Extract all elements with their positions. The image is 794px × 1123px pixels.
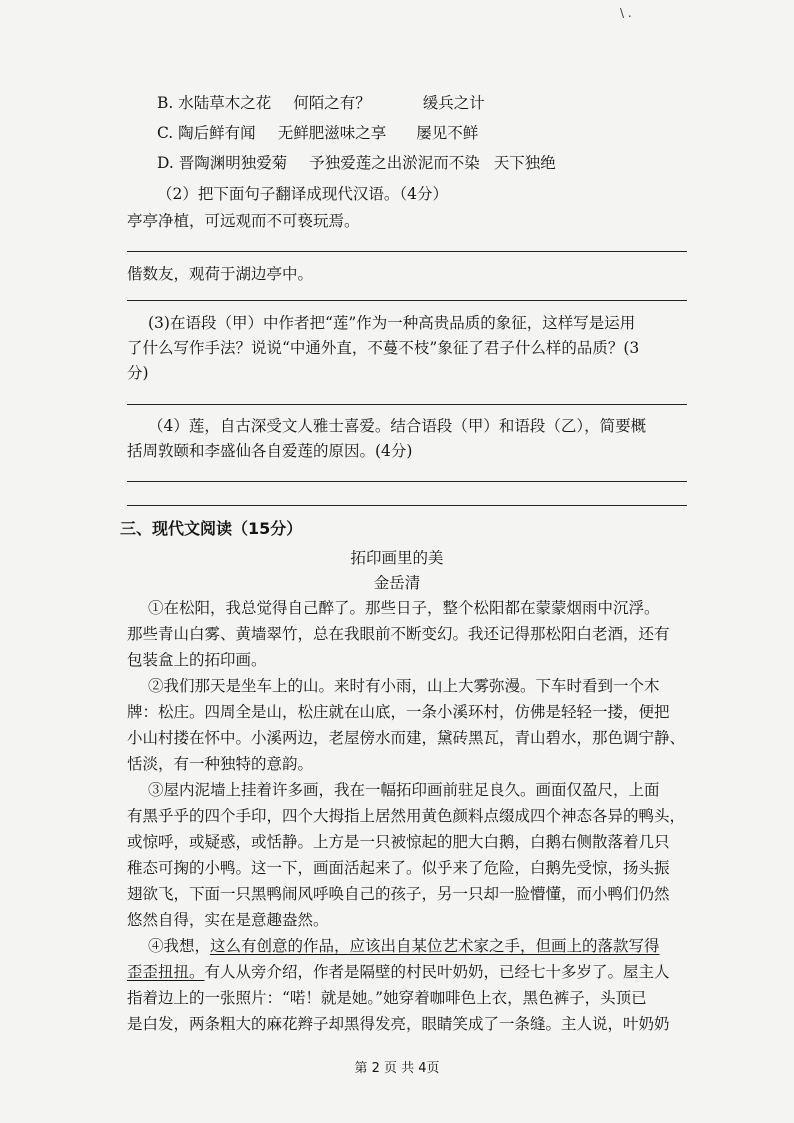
section-heading: 三、现代文阅读（15分）: [120, 519, 303, 538]
answer-line: [127, 300, 687, 301]
passage-line: 是白发，两条粗大的麻花辫子却黑得发亮，眼睛笑成了一条缝。主人说，叶奶奶: [127, 1015, 670, 1033]
passage-line: 包装盒上的拓印画。: [127, 651, 267, 669]
passage-line: 小山村搂在怀中。小溪两边，老屋傍水而建，黛砖黑瓦，青山碧水，那色调宁静、: [127, 729, 686, 747]
scan-mark: \ .: [620, 6, 632, 20]
passage-line: 悠然自得，实在是意趣盎然。: [127, 911, 329, 929]
passage-author: 金岳清: [373, 574, 421, 592]
underlined-sentence: 这么有创意的作品，应该出自某位艺术家之手，但画上的落款写得: [210, 937, 660, 955]
q4-line-1: （4）莲，自古深受文人雅士喜爱。结合语段（甲）和语段（乙），简要概: [148, 417, 647, 435]
q2-prompt: （2）把下面句子翻译成现代汉语。（4分）: [157, 185, 448, 203]
passage-line: ③屋内泥墙上挂着许多画，我在一幅拓印画前驻足良久。画面仅盈尺，上面: [148, 781, 660, 799]
passage-line: ②我们那天是坐车上的山。来时有小雨，山上大雾弥漫。下车时看到一个木: [148, 677, 660, 695]
q3-line-1: (3)在语段（甲）中作者把“莲”作为一种高贵品质的象征，这样写是运用: [148, 314, 636, 332]
passage-line: 稚态可掬的小鸭。这一下，画面活起来了。似乎来了危险，白鹅先受惊，扬头振: [127, 859, 670, 877]
q2-sentence-1: 亭亭净植，可远观而不可亵玩焉。: [127, 212, 360, 230]
passage-line: 那些青山白雾、黄墙翠竹，总在我眼前不断变幻。我还记得那松阳白老酒，还有: [127, 625, 670, 643]
q3-line-2: 了什么写作手法？说说“中通外直，不蔓不枝”象征了君子什么样的品质？(3: [127, 339, 640, 357]
option-d: D. 晋陶渊明独爱菊 予独爱莲之出淤泥而不染 天下独绝: [157, 154, 556, 172]
q3-line-3: 分): [127, 364, 149, 382]
option-c: C. 陶后鲜有闻 无鲜肥滋味之享 屡见不鲜: [157, 124, 479, 142]
passage-line: 恬淡，有一种独特的意韵。: [127, 755, 314, 773]
option-b: B. 水陆草木之花 何陌之有？ 缓兵之计: [157, 94, 485, 112]
passage-line: 指着边上的一张照片：“喏！就是她。”她穿着咖啡色上衣，黑色裤子，头顶已: [127, 989, 647, 1007]
passage-line: 翅欲飞，下面一只黑鸭闹风呼唤自己的孩子，另一只却一脸懵懂，而小鸭们仍然: [127, 885, 670, 903]
passage-line: 牌：松庄。四周全是山，松庄就在山底，一条小溪环村，仿佛是轻轻一搂，便把: [127, 703, 670, 721]
passage-line: 有黑乎乎的四个手印，四个大拇指上居然用黄色颜料点缀成四个神态各异的鸭头，: [127, 807, 686, 825]
q2-sentence-2: 偕数友，观荷于湖边亭中。: [127, 265, 314, 283]
underlined-sentence: 歪歪扭扭。: [127, 963, 205, 981]
passage-line: ④我想，这么有创意的作品，应该出自某位艺术家之手，但画上的落款写得: [148, 937, 660, 955]
passage-line: 或惊呼，或疑惑，或恬静。上方是一只被惊起的肥大白鹅，白鹅右侧散落着几只: [127, 833, 670, 851]
passage-line: ①在松阳，我总觉得自己醉了。那些日子，整个松阳都在蒙蒙烟雨中沉浮。: [148, 599, 660, 617]
page-number: 第 2 页 共 4页: [354, 1061, 440, 1076]
answer-line: [127, 505, 687, 506]
answer-line: [127, 404, 687, 405]
q4-line-2: 括周敦颐和李盛仙各自爱莲的原因。(4分): [127, 442, 413, 460]
answer-line: [127, 251, 687, 252]
passage-line: 歪歪扭扭。有人从旁介绍，作者是隔壁的村民叶奶奶，已经七十多岁了。屋主人: [127, 963, 670, 981]
passage-title: 拓印画里的美: [350, 549, 444, 567]
answer-line: [127, 481, 687, 482]
